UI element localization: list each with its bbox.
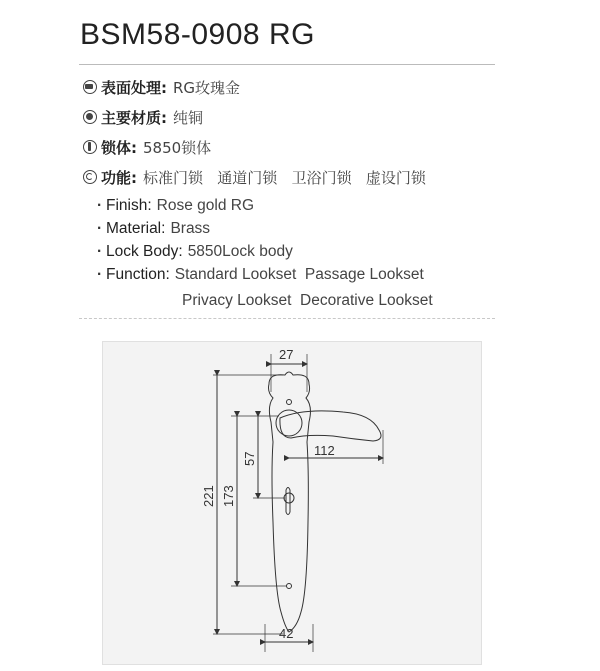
spec-row-surface xyxy=(83,72,426,102)
spec-value: Standard Lookset Passage Lookset xyxy=(174,266,424,283)
technical-drawing xyxy=(102,341,482,665)
spec-label: 主要材质: xyxy=(101,108,167,127)
spec-row-function xyxy=(83,162,426,192)
spec-row-finish xyxy=(97,197,424,220)
product-title: BSM58-0908 RG xyxy=(80,18,315,51)
dim-bottom-width: 42 xyxy=(279,626,294,641)
spec-label: Lock Body: xyxy=(106,243,183,260)
dim-total-height: 221 xyxy=(201,485,216,507)
spec-row-function xyxy=(97,266,424,289)
spec-value: 标准门锁 通道门锁 卫浴门锁 虚设门锁 xyxy=(143,168,426,187)
spec-list-chinese xyxy=(83,72,426,192)
spec-label: Material: xyxy=(106,220,166,237)
bullet-icon: · xyxy=(97,243,103,260)
spec-label: 表面处理: xyxy=(101,78,167,97)
spec-label: 锁体: xyxy=(101,138,137,157)
screw-bottom xyxy=(287,584,292,589)
spec-label: Finish: xyxy=(106,197,152,214)
spec-value: Rose gold RG xyxy=(156,197,255,214)
keyhole xyxy=(286,488,290,515)
dimension-drawing-svg xyxy=(103,342,483,666)
dim-handle-to-lock: 57 xyxy=(242,451,257,466)
lever-outline xyxy=(280,411,381,441)
spec-value: 5850锁体 xyxy=(143,138,212,157)
screw-top xyxy=(287,400,292,405)
bullet-icon: · xyxy=(97,220,103,237)
spec-row-lock-body xyxy=(83,132,426,162)
spec-value: RG玫瑰金 xyxy=(173,78,241,97)
backplate-outline xyxy=(269,372,311,632)
bullet-icon: · xyxy=(97,197,103,214)
spec-row-lock-body xyxy=(97,243,424,266)
lock-body-icon xyxy=(83,140,97,154)
spec-list-english xyxy=(97,197,424,289)
bullet-icon: · xyxy=(97,266,103,283)
spec-label: 功能: xyxy=(101,168,137,187)
spec-value: 纯铜 xyxy=(173,108,204,127)
dim-hole-spacing: 173 xyxy=(221,485,236,507)
function-continuation: Privacy Lookset Decorative Lookset xyxy=(182,292,433,309)
spec-label: Function: xyxy=(106,266,170,283)
title-divider xyxy=(79,64,495,65)
spec-value: Brass xyxy=(170,220,211,237)
section-divider xyxy=(79,318,495,319)
spec-value: 5850Lock body xyxy=(187,243,293,260)
material-icon xyxy=(83,110,97,124)
spec-row-material xyxy=(83,102,426,132)
spec-row-material xyxy=(97,220,424,243)
surface-icon xyxy=(83,80,97,94)
function-icon xyxy=(83,170,97,184)
dim-lever-length: 112 xyxy=(314,443,335,458)
dim-top-width: 27 xyxy=(279,347,294,362)
